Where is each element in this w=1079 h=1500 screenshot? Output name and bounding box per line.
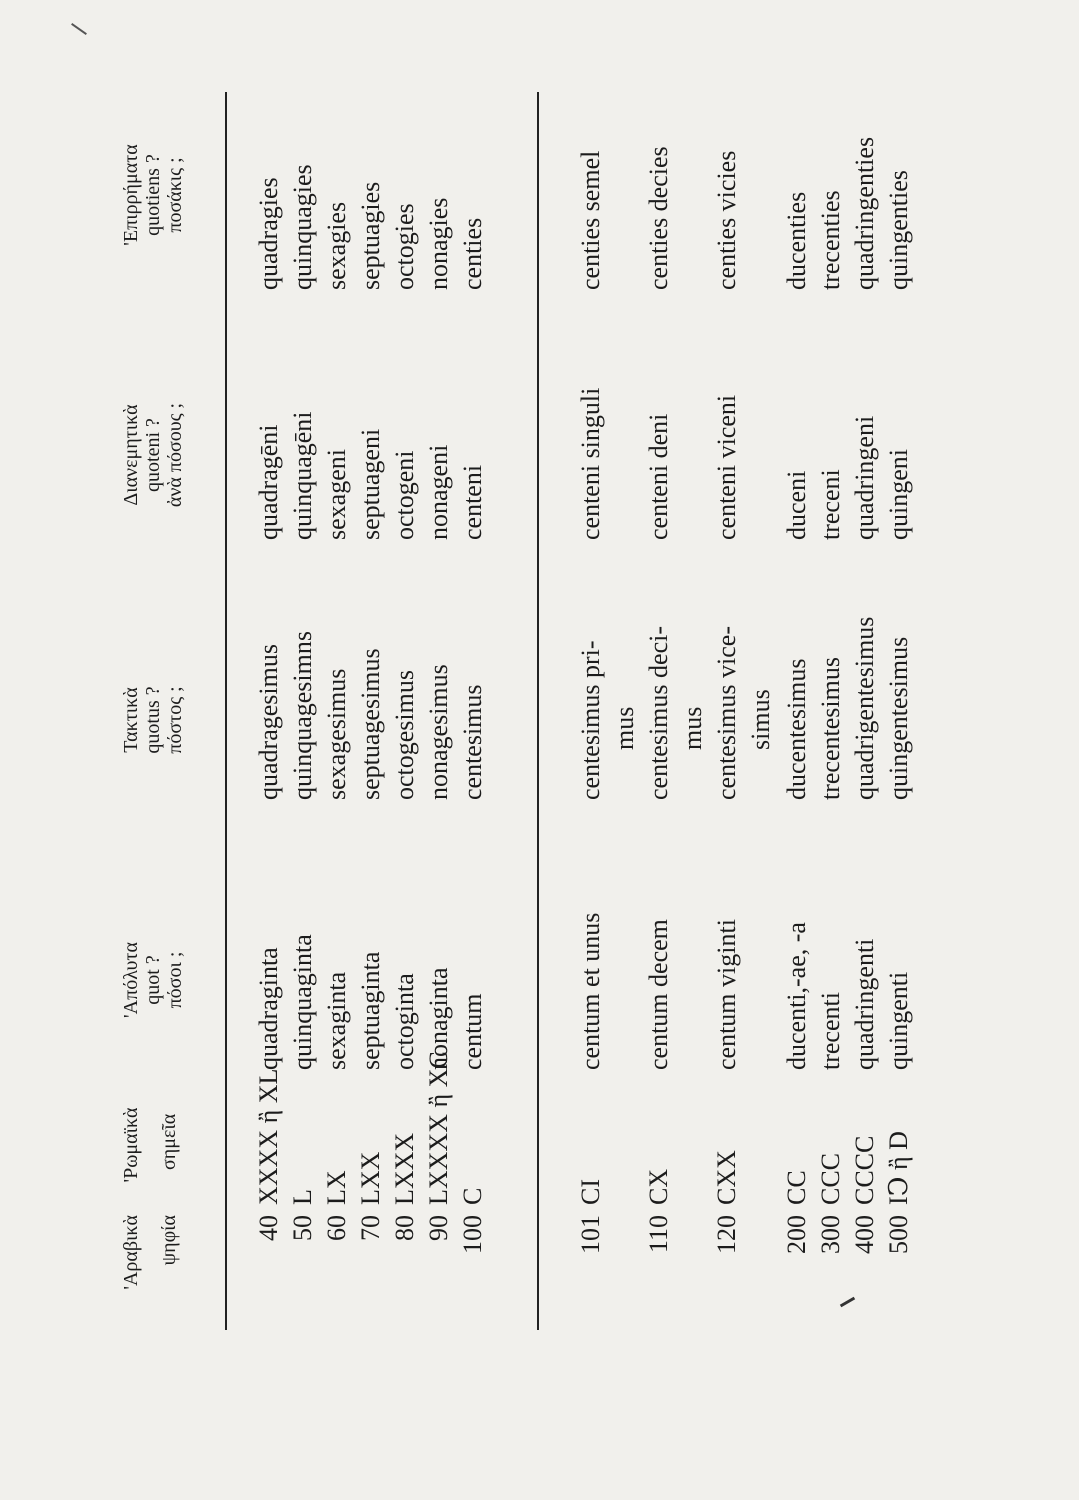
ordinal-wrap-cell: simus bbox=[746, 689, 775, 750]
header-adverbs-line1: 'Επιρρήματα bbox=[120, 144, 142, 246]
adverb-cell: quadragies bbox=[254, 177, 283, 290]
top-rule bbox=[225, 92, 227, 1330]
adverb-cell: septuagies bbox=[356, 181, 385, 290]
adverb-cell: centies semel bbox=[576, 150, 605, 290]
header-ordinal-line3: πόστος ; bbox=[164, 686, 186, 754]
roman-cell: LX bbox=[322, 1170, 351, 1205]
header-absolute-line1: 'Απόλυτα bbox=[120, 942, 142, 1018]
header-distributive-line1: Διανεμητικὰ bbox=[120, 404, 142, 506]
roman-cell: CCCC bbox=[850, 1135, 879, 1205]
roman-cell: CC bbox=[782, 1170, 811, 1205]
absolute-cell: centum et unus bbox=[576, 912, 605, 1070]
ordinal-cell: centesimus bbox=[458, 684, 487, 800]
adverb-cell: nonagies bbox=[424, 197, 453, 290]
arabic-cell: 400 bbox=[850, 1215, 879, 1254]
arabic-cell: 110 bbox=[644, 1215, 673, 1254]
absolute-cell: ducenti,-ae, -a bbox=[782, 922, 811, 1070]
arabic-cell: 500 bbox=[884, 1215, 913, 1254]
absolute-cell: octoginta bbox=[390, 973, 419, 1070]
roman-cell: LXXXX ἢ XC bbox=[424, 1051, 453, 1205]
absolute-cell: quingenti bbox=[884, 971, 913, 1070]
header-adverbs-line3: ποσάκις ; bbox=[164, 157, 186, 233]
adverb-cell: quadringenties bbox=[850, 136, 879, 290]
arabic-cell: 101 bbox=[576, 1215, 605, 1254]
ordinal-cell: quadragesimus bbox=[254, 644, 283, 800]
adverb-cell: centies decies bbox=[644, 146, 673, 290]
header-arabic-line2: ψηφία bbox=[158, 1215, 180, 1266]
arabic-cell: 90 bbox=[424, 1215, 453, 1241]
ordinal-cell: centesimus pri- bbox=[576, 640, 605, 800]
arabic-cell: 50 bbox=[288, 1215, 317, 1241]
arabic-cell: 80 bbox=[390, 1215, 419, 1241]
adverb-cell: quinquagies bbox=[288, 164, 317, 290]
ordinal-cell: octogesimus bbox=[390, 670, 419, 800]
roman-cell: LXXX bbox=[390, 1132, 419, 1205]
absolute-cell: centum decem bbox=[644, 919, 673, 1070]
header-adverbs-line2: quotiens ? bbox=[142, 154, 164, 236]
absolute-cell: trecenti bbox=[816, 992, 845, 1070]
arabic-cell: 100 bbox=[458, 1215, 487, 1254]
ordinal-cell: septuagesimus bbox=[356, 648, 385, 800]
ordinal-cell: centesimus vice- bbox=[712, 626, 741, 800]
ordinal-cell: sexagesimus bbox=[322, 668, 351, 800]
header-distributive-line3: ἀνὰ πόσους ; bbox=[164, 402, 186, 508]
distributive-cell: quadragēni bbox=[254, 424, 283, 540]
adverb-cell: centies vicies bbox=[712, 150, 741, 290]
header-ordinal-line1: Τακτικὰ bbox=[120, 687, 142, 753]
header-distributive-line2: quoteni ? bbox=[142, 418, 164, 492]
header-ordinal-line2: quotus ? bbox=[142, 686, 164, 754]
roman-cell: CCC bbox=[816, 1152, 845, 1205]
distributive-cell: septuageni bbox=[356, 428, 385, 540]
roman-cell: C bbox=[458, 1187, 487, 1205]
distributive-cell: duceni bbox=[782, 470, 811, 540]
header-roman bbox=[120, 1090, 180, 1200]
adverb-cell: centies bbox=[458, 217, 487, 290]
header-absolute bbox=[120, 910, 186, 1050]
roman-cell: CI bbox=[576, 1179, 605, 1205]
middle-rule bbox=[537, 92, 539, 1330]
header-ordinal bbox=[120, 640, 186, 800]
ordinal-cell: quadrigentesimus bbox=[850, 616, 879, 800]
arabic-cell: 40 bbox=[254, 1215, 283, 1241]
scan-mark bbox=[71, 23, 87, 35]
ordinal-cell: nonagesimus bbox=[424, 664, 453, 800]
adverb-cell: trecenties bbox=[816, 190, 845, 290]
header-roman-line2: σημεῖα bbox=[158, 1113, 180, 1170]
distributive-cell: centeni singuli bbox=[576, 387, 605, 540]
ordinal-cell: trecentesimus bbox=[816, 657, 845, 800]
distributive-cell: quadringeni bbox=[850, 415, 879, 540]
ordinal-cell: ducentesimus bbox=[782, 658, 811, 800]
roman-cell: CXX bbox=[712, 1150, 741, 1205]
absolute-cell: quinquaginta bbox=[288, 934, 317, 1070]
adverb-cell: quingenties bbox=[884, 170, 913, 290]
arabic-cell: 70 bbox=[356, 1215, 385, 1241]
roman-cell: XXXX ἢ XL bbox=[254, 1068, 283, 1205]
absolute-cell: centum bbox=[458, 993, 487, 1070]
absolute-cell: quadringenti bbox=[850, 938, 879, 1070]
header-absolute-line2: quot ? bbox=[142, 955, 164, 1005]
absolute-cell: sexaginta bbox=[322, 971, 351, 1070]
distributive-cell: centeni bbox=[458, 464, 487, 540]
absolute-cell: nonaginta bbox=[424, 967, 453, 1070]
distributive-cell: centeni viceni bbox=[712, 394, 741, 540]
distributive-cell: quingeni bbox=[884, 449, 913, 540]
ordinal-cell: quinquagesimns bbox=[288, 631, 317, 800]
roman-cell: LXX bbox=[356, 1151, 385, 1205]
header-arabic bbox=[120, 1215, 180, 1305]
arabic-cell: 120 bbox=[712, 1215, 741, 1254]
header-roman-line1: 'Ρωμαϊκὰ bbox=[120, 1107, 142, 1183]
distributive-cell: octogeni bbox=[390, 450, 419, 540]
header-distributive bbox=[120, 365, 186, 545]
distributive-cell: treceni bbox=[816, 469, 845, 540]
header-absolute-line3: πόσοι ; bbox=[164, 951, 186, 1009]
adverb-cell: sexagies bbox=[322, 201, 351, 290]
header-adverbs bbox=[120, 105, 186, 285]
header-arabic-line1: 'Αραβικὰ bbox=[120, 1215, 142, 1290]
distributive-cell: quinquagēni bbox=[288, 411, 317, 540]
roman-cell: L bbox=[288, 1189, 317, 1205]
arabic-cell: 200 bbox=[782, 1215, 811, 1254]
arabic-cell: 300 bbox=[816, 1215, 845, 1254]
adverb-cell: octogies bbox=[390, 203, 419, 290]
absolute-cell: centum viginti bbox=[712, 919, 741, 1070]
distributive-cell: nonageni bbox=[424, 444, 453, 540]
ordinal-wrap-cell: mus bbox=[678, 706, 707, 750]
arabic-cell: 60 bbox=[322, 1215, 351, 1241]
absolute-cell: septuaginta bbox=[356, 951, 385, 1070]
ordinal-wrap-cell: mus bbox=[610, 706, 639, 750]
distributive-cell: centeni deni bbox=[644, 413, 673, 540]
ordinal-cell: quingentesimus bbox=[884, 636, 913, 800]
absolute-cell: quadraginta bbox=[254, 947, 283, 1070]
ordinal-cell: centesimus deci- bbox=[644, 626, 673, 800]
roman-cell: IↃ ἢ D bbox=[884, 1131, 913, 1205]
adverb-cell: ducenties bbox=[782, 191, 811, 290]
distributive-cell: sexageni bbox=[322, 449, 351, 540]
roman-cell: CX bbox=[644, 1168, 673, 1205]
